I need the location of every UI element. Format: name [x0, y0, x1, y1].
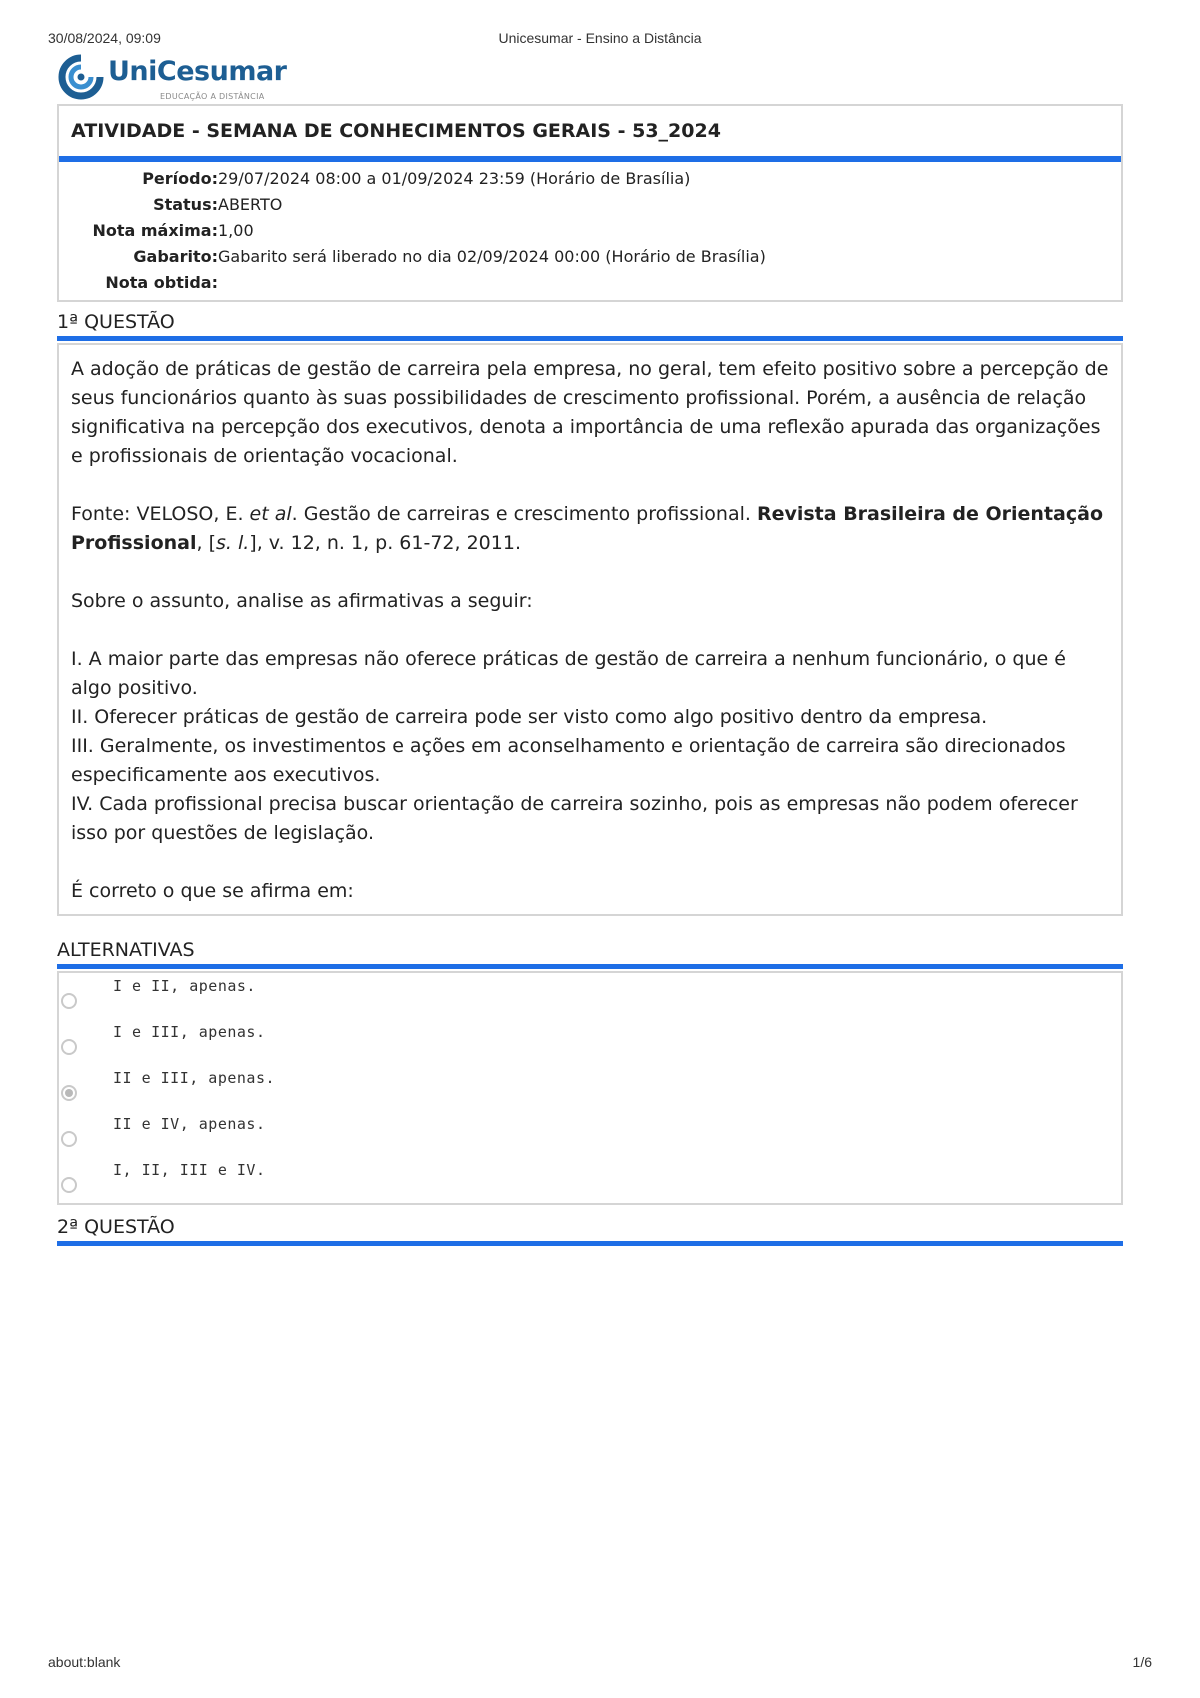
field-value: 1,00: [218, 221, 254, 240]
field-label: Nota obtida:: [105, 273, 218, 292]
statement-1: I. A maior parte das empresas não oferece práticas de gestão de carreira a nenhum funcionário, o que é algo positivo.: [71, 648, 1066, 699]
field-status: [59, 192, 1121, 218]
logo-brand: UniCesumar: [108, 56, 287, 87]
field-label: Status:: [153, 195, 218, 214]
print-datetime: 30/08/2024, 09:09: [48, 30, 161, 46]
logo-mark-icon: [56, 54, 106, 100]
field-value: 29/07/2024 08:00 a 01/09/2024 23:59 (Horário de Brasília): [218, 169, 691, 188]
statement-4: IV. Cada profissional precisa buscar orientação de carreira sozinho, pois as empresas não podem oferecer isso por questões de legislação.: [71, 793, 1078, 844]
alternative-label[interactable]: II e IV, apenas.: [113, 1115, 266, 1133]
question-1-body: [57, 343, 1123, 916]
source-journal: Revista Brasileira de Orientação Profissional: [71, 503, 1103, 554]
alternative-option[interactable]: [59, 1161, 1121, 1207]
question-2-heading: 2ª QUESTÃO: [57, 1213, 1123, 1246]
field-periodo: [59, 166, 1121, 192]
statement-2: II. Oferecer práticas de gestão de carreira pode ser visto como algo positivo dentro da empresa.: [71, 706, 988, 728]
source-mid: . Gestão de carreiras e crescimento profissional.: [291, 503, 757, 525]
question-closing: É correto o que se afirma em:: [71, 880, 354, 902]
activity-info-box: [57, 104, 1123, 302]
question-1-heading: 1ª QUESTÃO: [57, 308, 1123, 341]
unicesumar-logo: [56, 54, 296, 106]
print-window-title: Unicesumar - Ensino a Distância: [498, 30, 702, 46]
alternatives-box: [57, 971, 1123, 1205]
alternative-option[interactable]: [59, 1069, 1121, 1115]
print-page-number: 1/6: [1132, 1654, 1152, 1670]
field-label: Período:: [142, 169, 218, 188]
alternative-label[interactable]: I, II, III e IV.: [113, 1161, 266, 1179]
field-value: ABERTO: [218, 195, 283, 214]
source-end: ], v. 12, n. 1, p. 61-72, 2011.: [249, 532, 521, 554]
print-header: [48, 30, 1152, 50]
field-label: Gabarito:: [133, 247, 218, 266]
field-value: Gabarito será liberado no dia 02/09/2024 00:00 (Horário de Brasília): [218, 247, 766, 266]
field-label: Nota máxima:: [92, 221, 218, 240]
alternative-option[interactable]: [59, 1115, 1121, 1161]
activity-title: ATIVIDADE - SEMANA DE CONHECIMENTOS GERAIS - 53_2024: [59, 106, 1121, 162]
logo-tagline: EDUCAÇÃO A DISTÂNCIA: [160, 92, 265, 101]
field-gabarito: [59, 244, 1121, 270]
alternatives-heading: ALTERNATIVAS: [57, 936, 1123, 969]
alternative-option[interactable]: [59, 1023, 1121, 1069]
alternative-option[interactable]: [59, 977, 1121, 1023]
field-nota-obtida: [59, 270, 1121, 296]
radio-button[interactable]: [61, 1039, 77, 1055]
question-prompt: Sobre o assunto, analise as afirmativas a seguir:: [71, 590, 533, 612]
activity-fields: [59, 162, 1121, 300]
field-nota-maxima: [59, 218, 1121, 244]
print-url: about:blank: [48, 1654, 121, 1670]
alternative-label[interactable]: I e III, apenas.: [113, 1023, 266, 1041]
print-footer: [48, 1654, 1152, 1674]
question-paragraph: A adoção de práticas de gestão de carreira pela empresa, no geral, tem efeito positivo sobre a percepção de seus funcionários quanto às suas possibilidades de crescimento profissional. Porém, a ausência de relação significativa na percepção dos executivos, denota a importância de uma reflexão apurada das organizações e profissionais de orientação vocacional.: [71, 358, 1109, 467]
source-sl: s. l.: [215, 532, 250, 554]
radio-button[interactable]: [61, 993, 77, 1009]
radio-button[interactable]: [61, 1177, 77, 1193]
statement-3: III. Geralmente, os investimentos e ações em aconselhamento e orientação de carreira são direcionados especificamente aos executivos.: [71, 735, 1066, 786]
alternative-label[interactable]: II e III, apenas.: [113, 1069, 276, 1087]
source-comma: , [: [196, 532, 216, 554]
question-source: [71, 500, 1111, 558]
radio-button[interactable]: [61, 1131, 77, 1147]
radio-button-selected[interactable]: [61, 1085, 77, 1101]
source-prefix: Fonte: VELOSO, E.: [71, 503, 250, 525]
source-etal: et al: [249, 503, 292, 525]
alternative-label[interactable]: I e II, apenas.: [113, 977, 256, 995]
